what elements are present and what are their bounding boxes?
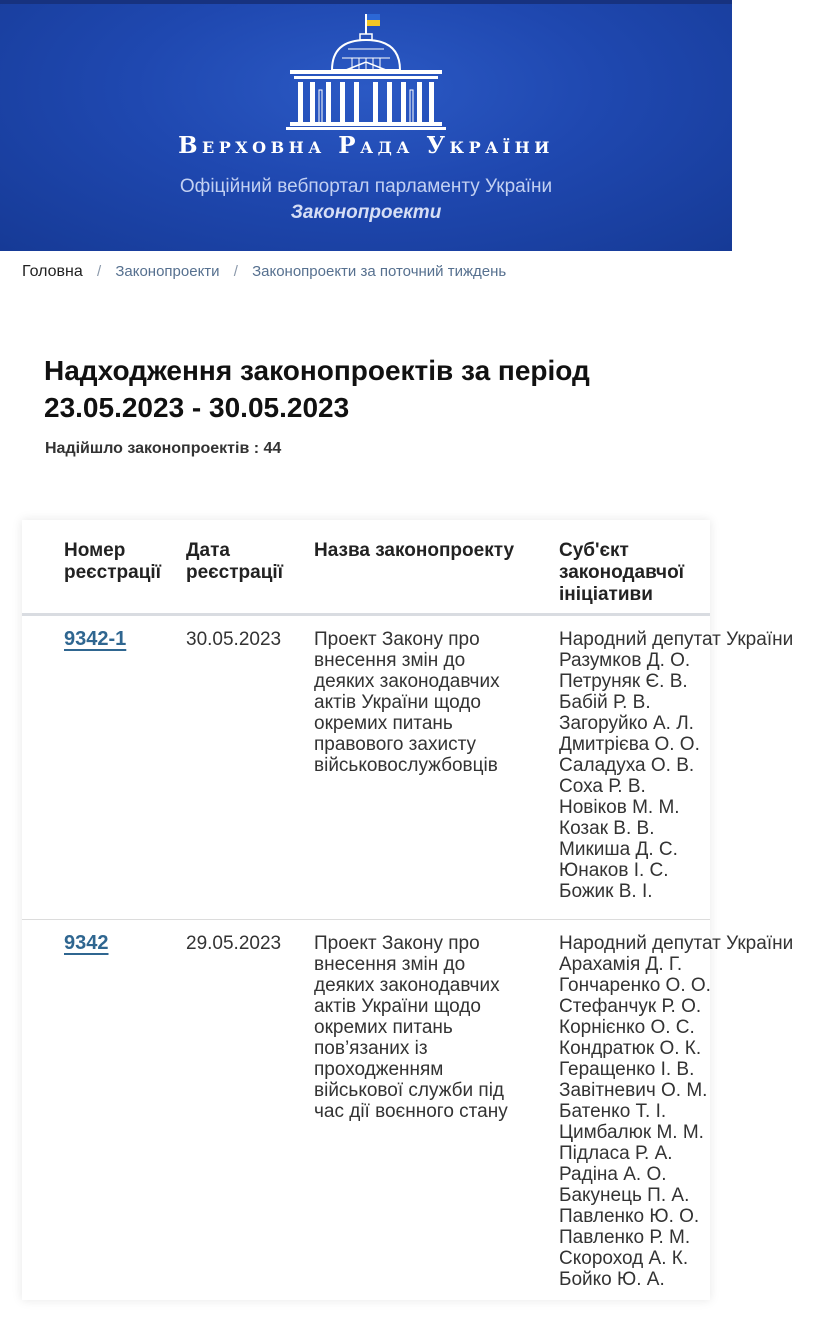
table-row [22,616,794,920]
breadcrumb-separator: / [233,263,238,280]
initiator-name: Павленко Ю. О. [559,1206,700,1227]
header-initiator[interactable]: Суб'єкт законодавчої ініціативи [559,540,685,605]
parliament-building-icon[interactable] [286,12,446,130]
initiator-name: Загоруйко А. Л. [559,713,694,734]
initiator-name: Божик В. І. [559,881,653,902]
initiator-name: Разумков Д. О. [559,650,691,671]
section-label: Законопроекти [290,202,442,223]
initiator-name: Петруняк Є. В. [559,671,688,692]
initiator-name: Радіна А. О. [559,1164,667,1185]
initiator-names [559,650,819,902]
table-row [22,920,794,1320]
header-bill-name[interactable]: Назва законопроекту [314,540,515,561]
header-reg-date[interactable]: Дата реєстрації [186,540,284,583]
initiator-name: Бабій Р. В. [559,692,651,713]
initiator-name: Завітневич О. М. [559,1080,708,1101]
page-title: Надходження законопроектів за період 23.05.2023 - 30.05.2023 [44,355,590,423]
reg-number-cell [64,933,109,954]
initiator-name: Соха Р. В. [559,776,646,797]
initiator-label: Народний депутат України [559,933,794,954]
initiator-name: Дмитрієва О. О. [559,734,700,755]
reg-number-cell [64,629,126,650]
initiator-name: Юнаков І. С. [559,860,669,881]
initiator-cell [559,629,819,902]
initiator-name: Козак В. В. [559,818,655,839]
reg-date-cell: 30.05.2023 [186,629,282,650]
initiator-name: Микиша Д. С. [559,839,678,860]
initiator-name: Скороход А. К. [559,1248,689,1269]
site-header [0,0,732,251]
site-title[interactable]: Верховна Рада України [178,132,554,159]
breadcrumb [22,263,506,287]
bill-number-link[interactable]: 9342 [64,932,109,954]
breadcrumb-current-week[interactable]: Законопроекти за поточний тиждень [252,263,507,280]
header-top-line [0,0,732,4]
initiator-name: Корнієнко О. С. [559,1017,695,1038]
initiator-name: Новіков М. М. [559,797,680,818]
site-subtitle: Офіційний вебпортал парламенту України [179,176,553,197]
initiator-name: Кондратюк О. К. [559,1038,702,1059]
breadcrumb-separator: / [96,263,102,280]
header-reg-number[interactable]: Номер реєстрації [64,540,162,583]
initiator-name: Саладуха О. В. [559,755,695,776]
initiator-name: Бойко Ю. А. [559,1269,665,1290]
initiator-name: Батенко Т. І. [559,1101,667,1122]
initiator-name: Стефанчук Р. О. [559,996,702,1017]
initiator-name: Підласа Р. А. [559,1143,673,1164]
initiator-label: Народний депутат України [559,629,794,650]
initiator-cell [559,933,819,1290]
initiator-name: Цимбалюк М. М. [559,1122,704,1143]
initiator-name: Павленко Р. М. [559,1227,691,1248]
initiator-name: Геращенко І. В. [559,1059,695,1080]
breadcrumb-bills[interactable]: Законопроекти [115,263,220,280]
bills-table [22,520,794,1300]
table-header [22,520,710,616]
bills-count: Надійшло законопроектів : 44 [45,440,282,457]
reg-date-cell: 29.05.2023 [186,933,282,954]
initiator-name: Гончаренко О. О. [559,975,711,996]
bill-name-cell: Проект Закону про внесення змін до деяких законодавчих актів України щодо окремих питань пов’язаних із проходженням військової служби під час дії воєнного стану [314,933,508,1122]
initiator-names [559,954,819,1290]
breadcrumb-home[interactable]: Головна [22,263,83,280]
bill-name-cell: Проект Закону про внесення змін до деяких законодавчих актів України щодо окремих питань правового захисту військовослужбовців [314,629,500,776]
initiator-name: Бакунець П. А. [559,1185,690,1206]
initiator-name: Арахамія Д. Г. [559,954,683,975]
bill-number-link[interactable]: 9342-1 [64,628,127,650]
